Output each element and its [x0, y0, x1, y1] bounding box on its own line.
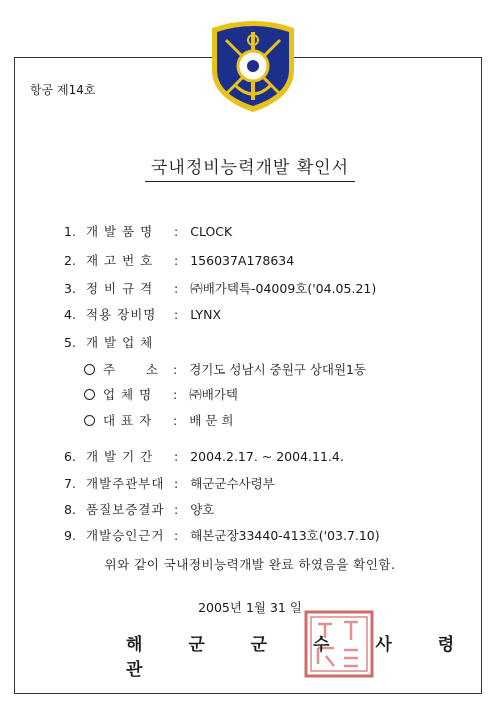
item-value: CLOCK: [190, 224, 233, 239]
item-applicable-equipment: 4. 적용 장비명 : LYNX: [64, 307, 222, 322]
item-quality-result: 8. 품질보증결과 : 양호: [64, 502, 215, 517]
circle-bullet-icon: [84, 415, 95, 426]
title-text: 국내정비능력개발 확인서: [145, 158, 355, 182]
item-value: LYNX: [190, 307, 222, 322]
item-value: ㈜배가텍특-04009호('04.05.21): [190, 281, 377, 296]
item-product-name: 1. 개 발 품 명 : CLOCK: [64, 224, 233, 239]
item-stock-number: 2. 재 고 번 호 : 156037A178634: [64, 253, 295, 268]
item-developer: 5. 개 발 업 체: [64, 335, 154, 350]
company-representative: 대 표 자 : 배 문 희: [84, 411, 233, 429]
circle-bullet-icon: [84, 364, 95, 375]
item-value: 양호: [190, 502, 215, 517]
document-number: 항공 제14호: [30, 83, 96, 97]
confirmation-statement: 위와 같이 국내정비능력개발 완료 하였음을 확인함.: [104, 557, 396, 572]
item-value: 해본군장33440-413호('03.7.10): [190, 528, 380, 543]
item-value: 156037A178634: [190, 253, 295, 268]
item-value: 2004.2.17. ~ 2004.11.4.: [190, 449, 344, 464]
item-value: 해군군수사령부: [190, 476, 275, 491]
item-approval-basis: 9. 개발승인근거 : 해본군장33440-413호('03.7.10): [64, 528, 380, 543]
navy-emblem-icon: [206, 18, 300, 114]
item-development-period: 6. 개 발 기 간 : 2004.2.17. ~ 2004.11.4.: [64, 449, 344, 464]
item-maintenance-spec: 3. 정 비 규 격 : ㈜배가텍특-04009호('04.05.21): [64, 281, 377, 296]
circle-bullet-icon: [84, 389, 95, 400]
item-supervising-unit: 7. 개발주관부대 : 해군군수사령부: [64, 476, 275, 491]
company-address: 주 소 : 경기도 성남시 중원구 상대원1동: [84, 360, 366, 378]
document-title: [0, 153, 500, 178]
issuer-name: 해 군 군 수 사 령 관: [126, 635, 475, 680]
company-name: 업 체 명 : ㈜배가텍: [84, 385, 238, 403]
issue-date: 2005년 1월 31 일: [198, 600, 302, 615]
